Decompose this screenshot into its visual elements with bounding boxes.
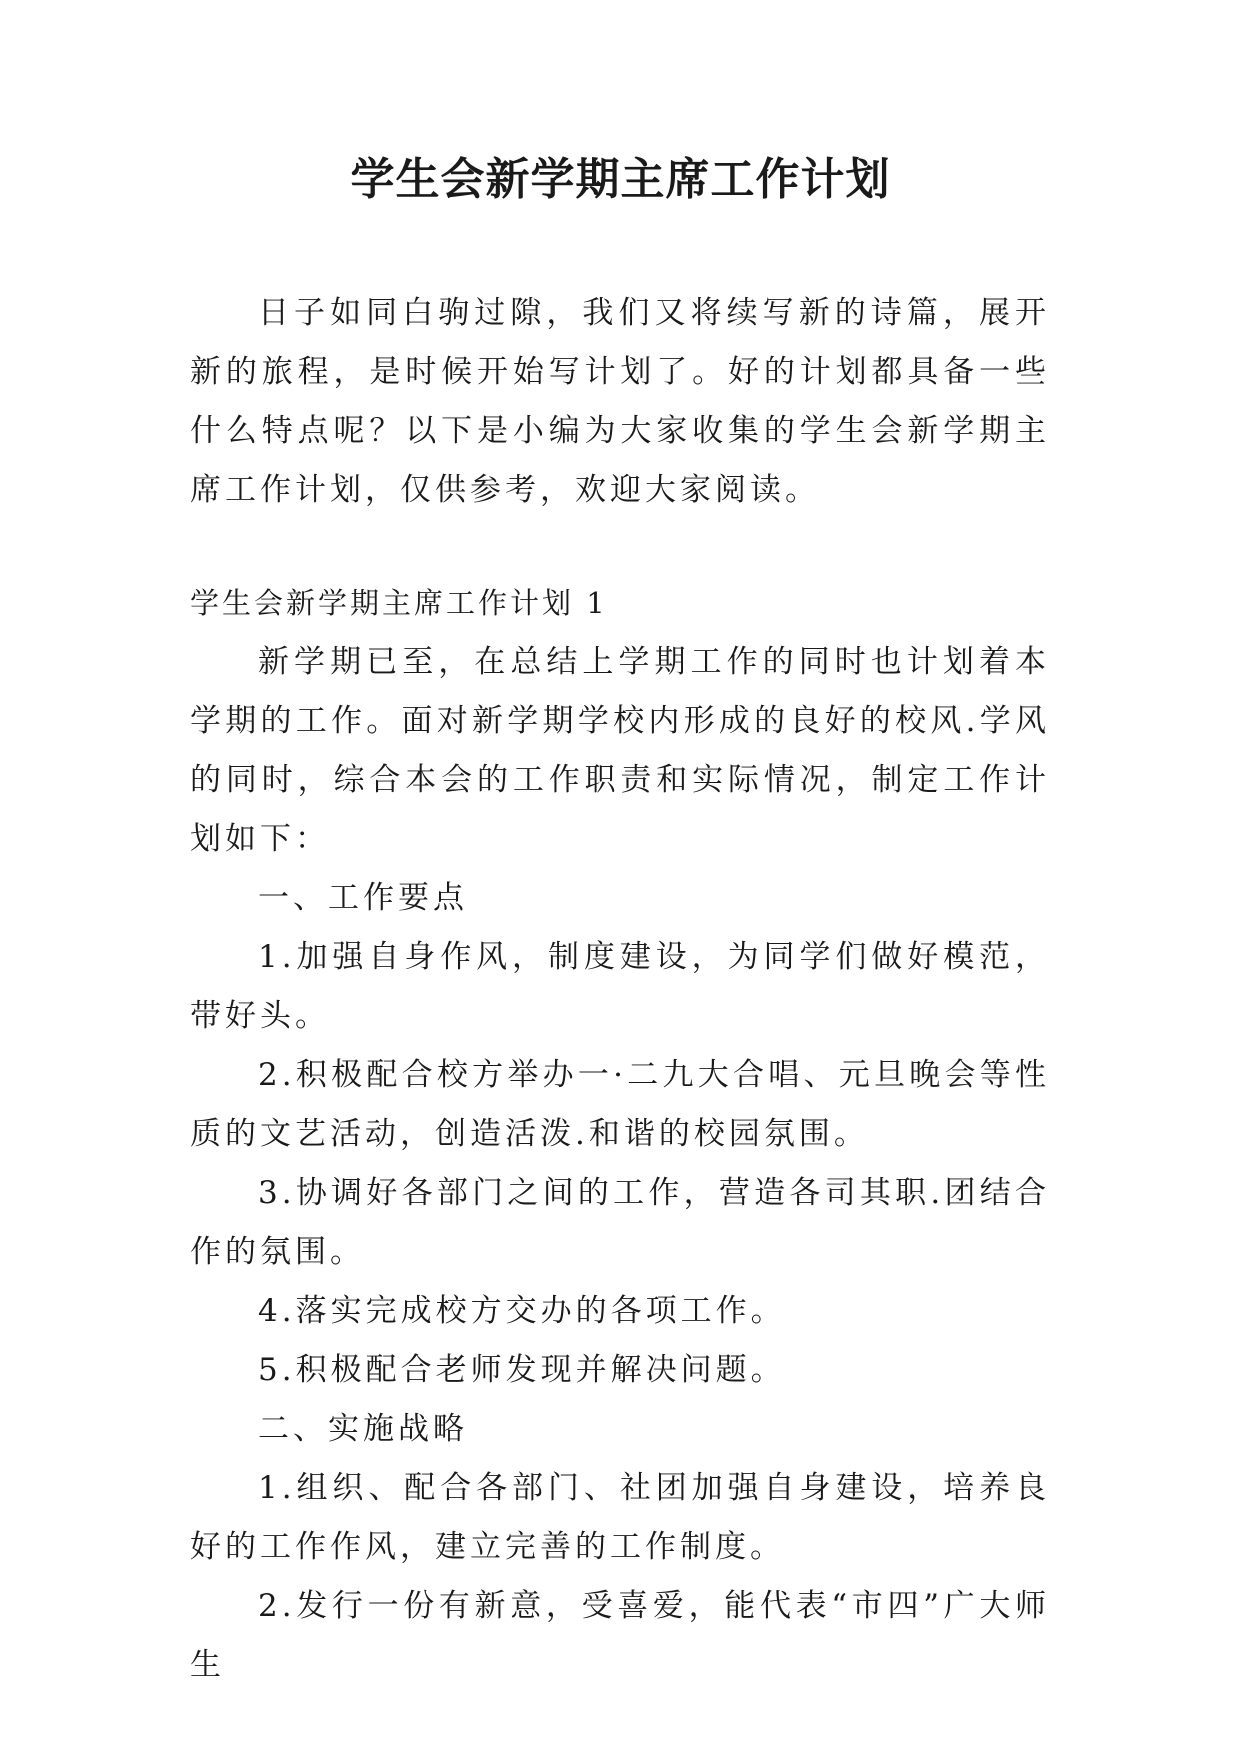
section-content	[190, 633, 1050, 1695]
subheading-strategy: 二、实施战略	[258, 1411, 468, 1447]
paragraph-opening: 新学期已至，在总结上学期工作的同时也计划着本学期的工作。面对新学期学校内形成的良好的校风.学风的同时，综合本会的工作职责和实际情况，制定工作计划如下：	[190, 644, 1050, 857]
list-item: 5.积极配合老师发现并解决问题。	[258, 1352, 786, 1388]
subheading-work-points: 一、工作要点	[258, 880, 468, 916]
list-item: 2.积极配合校方举办一·二九大合唱、元旦晚会等性质的文艺活动，创造活泼.和谐的校园氛围。	[190, 1057, 1050, 1152]
list-item: 4.落实完成校方交办的各项工作。	[258, 1293, 786, 1329]
list-item: 1.组织、配合各部门、社团加强自身建设，培养良好的工作作风，建立完善的工作制度。	[190, 1470, 1050, 1565]
list-item: 1.加强自身作风，制度建设，为同学们做好模范，带好头。	[190, 939, 1050, 1034]
document-title: 学生会新学期主席工作计划	[350, 154, 891, 205]
intro-paragraph: 日子如同白驹过隙，我们又将续写新的诗篇，展开新的旅程，是时候开始写计划了。好的计划都具备一些什么特点呢？以下是小编为大家收集的学生会新学期主席工作计划，仅供参考，欢迎大家阅读。	[190, 295, 1050, 508]
list-item: 2.发行一份有新意，受喜爱，能代表“市四”广大师生	[190, 1588, 1050, 1683]
section-heading: 学生会新学期主席工作计划 1	[190, 586, 608, 620]
list-item: 3.协调好各部门之间的工作，营造各司其职.团结合作的氛围。	[190, 1175, 1050, 1270]
